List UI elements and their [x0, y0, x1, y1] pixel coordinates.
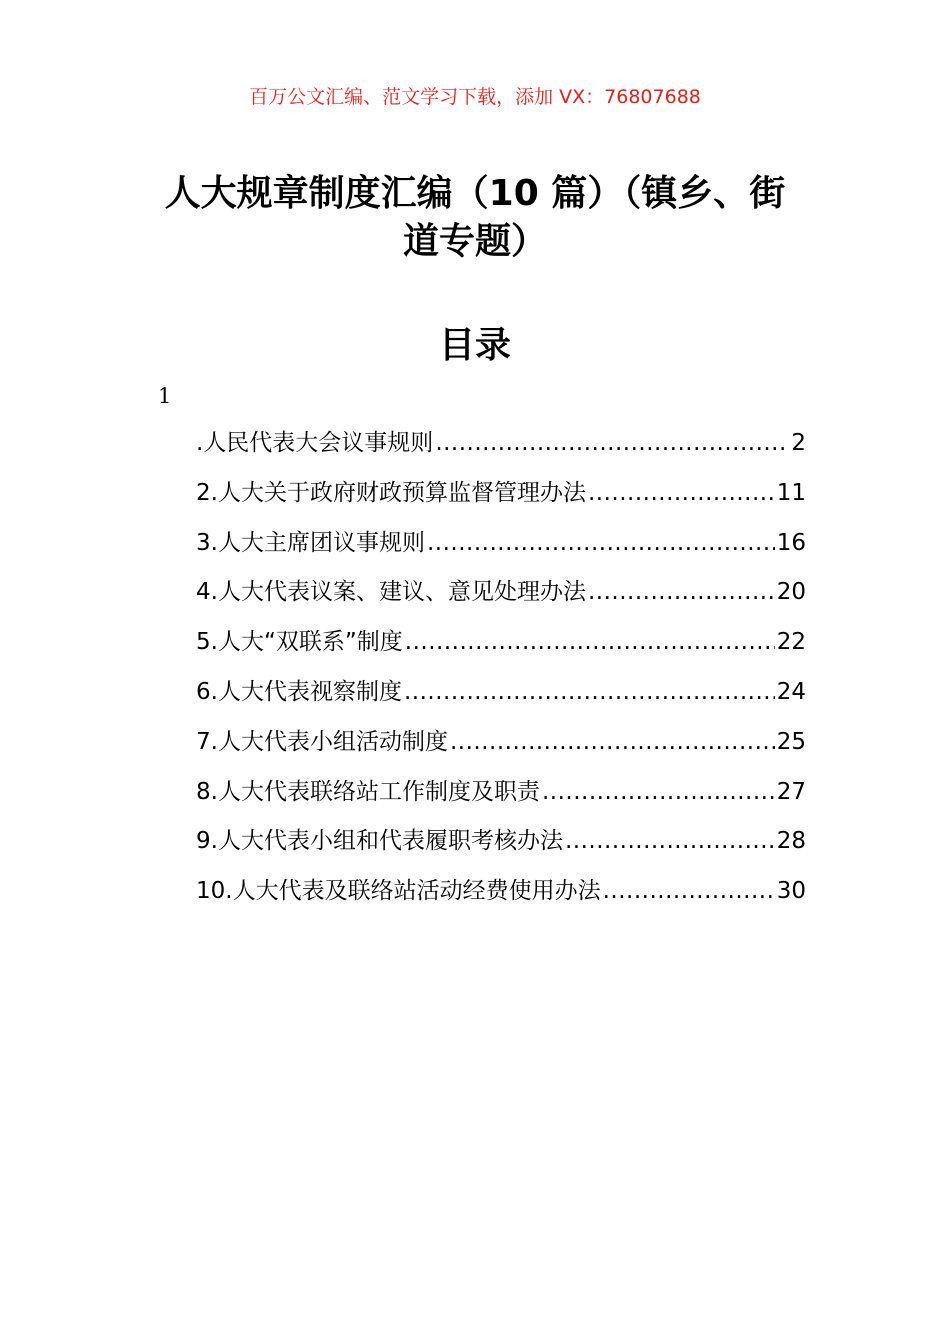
- toc-entry-page: 11: [776, 479, 806, 506]
- toc-entry-page: 28: [776, 828, 806, 855]
- toc-entry-title: 4.人大代表议案、建议、意见处理办法: [196, 579, 586, 606]
- toc-entry[interactable]: [196, 574, 806, 624]
- toc-entry[interactable]: [196, 724, 806, 774]
- toc-entry-title: .人民代表大会议事规则: [196, 430, 434, 456]
- toc-entry-page: 20: [776, 579, 806, 606]
- toc-entry[interactable]: [196, 674, 806, 724]
- toc-leader-dots: [588, 475, 775, 511]
- toc-entry-title: 9.人大代表小组和代表履职考核办法: [196, 828, 563, 855]
- toc-entry[interactable]: [196, 525, 806, 575]
- toc-entry-page: 16: [776, 529, 806, 556]
- toc-entry-page: 27: [776, 778, 806, 805]
- toc-leader-dots: [405, 624, 775, 660]
- toc-heading: 目录: [438, 325, 511, 366]
- toc-leader-dots: [588, 574, 775, 610]
- toc-entry[interactable]: [196, 475, 806, 525]
- toc-entry-title: 6.人大代表视察制度: [196, 678, 402, 705]
- toc-entry-title: 7.人大代表小组活动制度: [196, 728, 448, 755]
- toc-entry-page: 2: [791, 430, 806, 456]
- toc-marker: 1: [158, 384, 172, 408]
- toc-leader-dots: [603, 873, 775, 909]
- toc-entry[interactable]: [196, 624, 806, 674]
- toc-entry[interactable]: [196, 873, 806, 923]
- toc-entry[interactable]: [196, 823, 806, 873]
- toc-entry-title: 5.人大“双联系”制度: [196, 629, 403, 656]
- toc-leader-dots: [404, 674, 775, 710]
- toc-leader-dots: [450, 724, 775, 760]
- toc-entry-title: 8.人大代表联络站工作制度及职责: [196, 778, 540, 805]
- toc-entry-page: 22: [776, 629, 806, 656]
- toc-leader-dots: [542, 774, 775, 810]
- toc-entry-title: 3.人大主席团议事规则: [196, 529, 425, 556]
- toc-list: [196, 425, 806, 923]
- toc-leader-dots: [427, 525, 775, 561]
- header-promo-note: 百万公文汇编、范文学习下载，添加 VX：76807688: [249, 86, 701, 108]
- toc-leader-dots: [435, 425, 789, 461]
- toc-entry-title: 2.人大关于政府财政预算监督管理办法: [196, 479, 586, 506]
- toc-entry[interactable]: [196, 425, 806, 475]
- toc-entry-page: 24: [776, 678, 806, 705]
- toc-entry-page: 25: [776, 728, 806, 755]
- toc-entry-title: 10.人大代表及联络站活动经费使用办法: [196, 878, 601, 905]
- toc-entry-page: 30: [776, 878, 806, 905]
- toc-entry[interactable]: [196, 774, 806, 824]
- document-title: 人大规章制度汇编（10 篇）（镇乡、街道专题）: [164, 173, 786, 262]
- toc-leader-dots: [565, 823, 775, 859]
